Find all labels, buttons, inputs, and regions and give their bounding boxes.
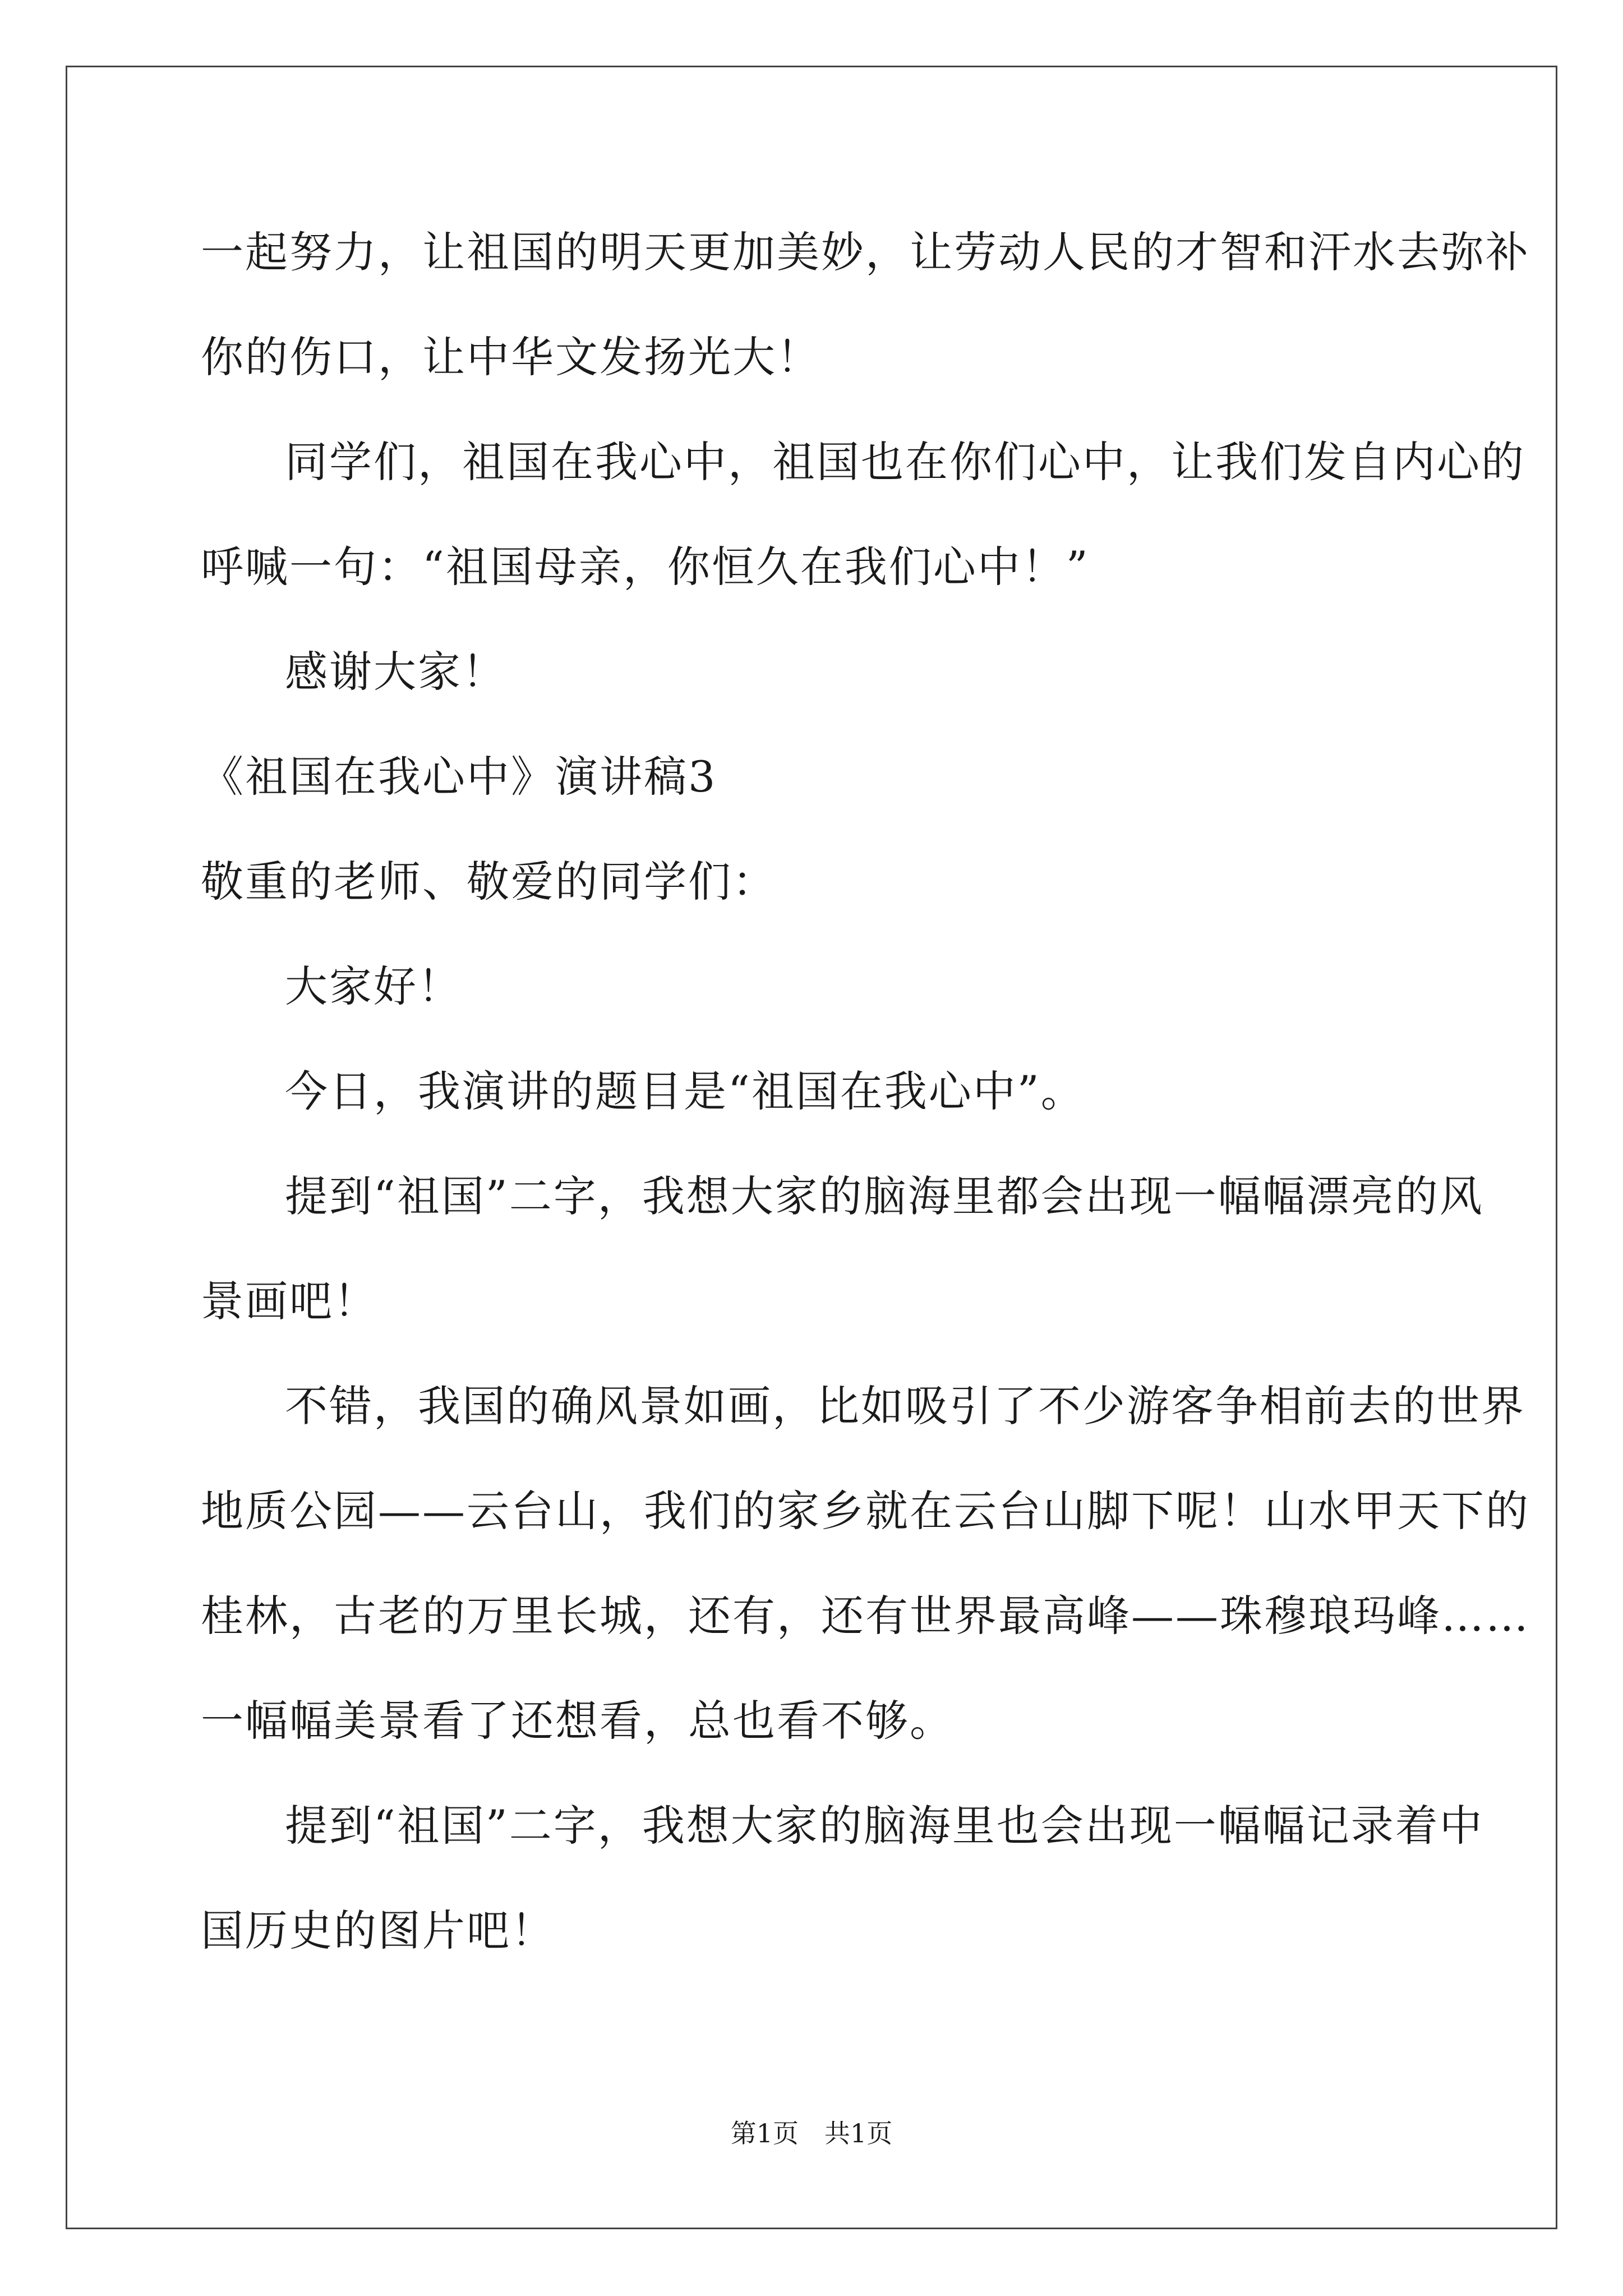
page-number-footer: 第1页 共1页 [730,2118,893,2148]
text-line: 一幅幅美景看了还想看，总也看不够。 [201,1696,954,1746]
text-line: 提到“祖国”二字，我想大家的脑海里也会出现一幅幅记录着中 [285,1801,1484,1851]
text-line: 今日，我演讲的题目是“祖国在我心中”。 [285,1066,1085,1116]
text-line: 桂林，古老的万里长城，还有，还有世界最高峰——珠穆琅玛峰…… [201,1591,1530,1641]
text-line: 你的伤口，让中华文发扬光大！ [201,332,821,382]
text-line: 地质公园——云台山，我们的家乡就在云台山脚下呢！山水甲天下的 [201,1486,1530,1536]
text-line: 景画吧！ [201,1276,378,1326]
text-line: 一起努力，让祖国的明天更加美妙，让劳动人民的才智和汗水去弥补 [201,227,1530,277]
section-heading: 《祖国在我心中》演讲稿3 [201,752,717,802]
text-line: 感谢大家！ [285,647,506,697]
text-line: 国历史的图片吧！ [201,1906,555,1955]
text-line: 提到“祖国”二字，我想大家的脑海里都会出现一幅幅漂亮的风 [285,1171,1484,1221]
salutation: 敬重的老师、敬爱的同学们： [201,857,777,907]
text-line: 同学们，祖国在我心中，祖国也在你们心中，让我们发自内心的 [285,437,1525,487]
text-line: 大家好！ [285,961,462,1011]
text-line: 呼喊一句：“祖国母亲，你恒久在我们心中！” [201,542,1090,592]
text-line: 不错，我国的确风景如画，比如吸引了不少游客争相前去的世界 [285,1381,1525,1431]
